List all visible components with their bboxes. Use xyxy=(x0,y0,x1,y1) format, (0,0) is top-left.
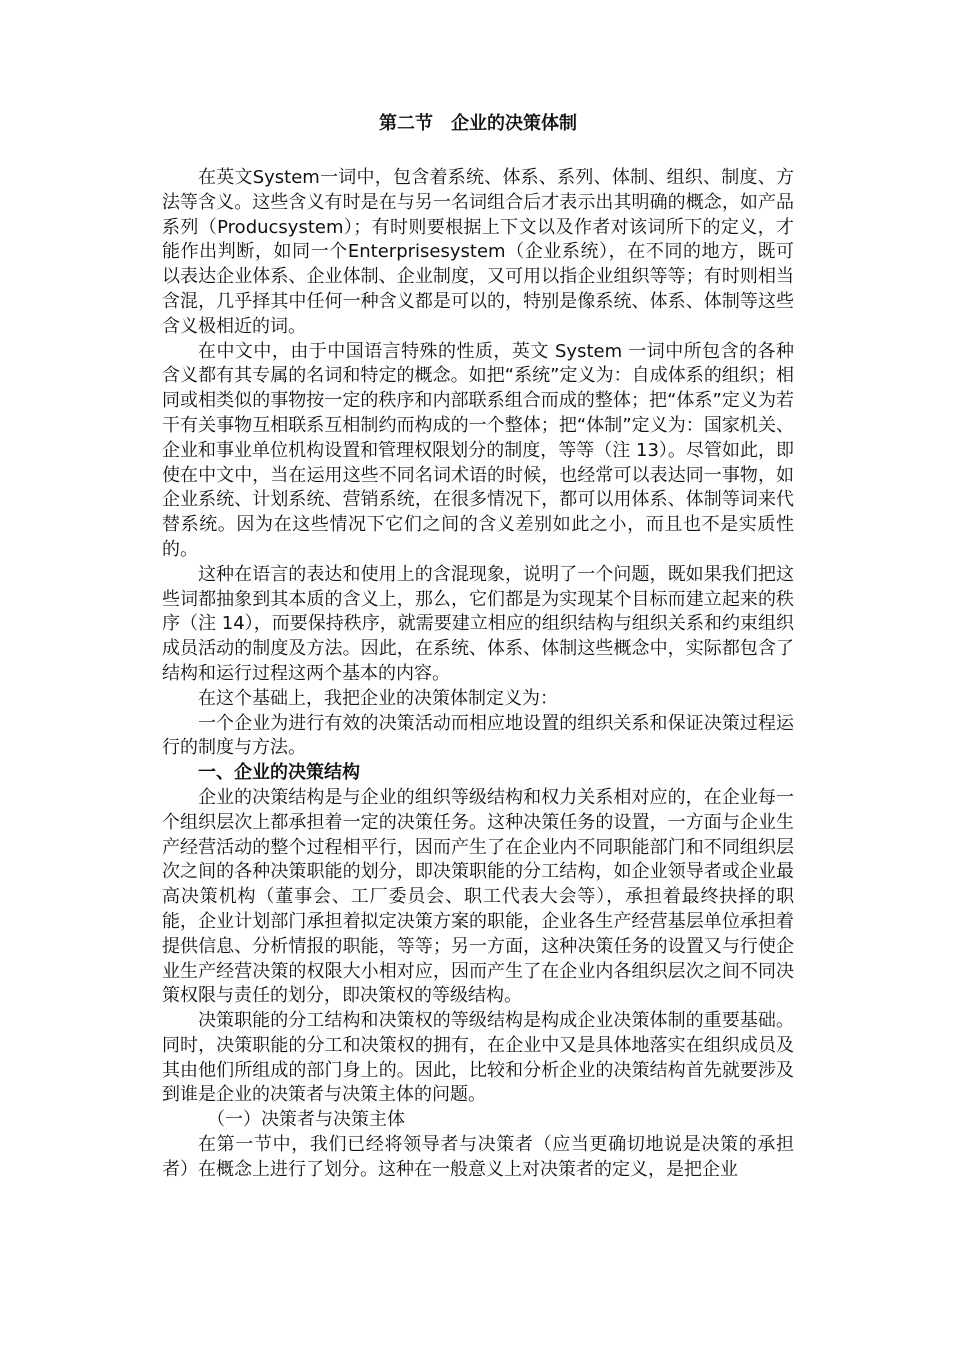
subheading-decision-makers: （一）决策者与决策主体 xyxy=(207,1109,405,1131)
paragraph-chinese-terms: 在中文中，由于中国语言特殊的性质，英文 System 一词中所包含的各种含义都有其专属的名词和特定的概念。如把“系统”定义为：自成体系的组织；相同或相类似的事物按一定的秩序和内部联系组合而成的整体；把“体系”定义为若干有关事物互相联系互相制约而构成的一个整体；把“体制”定义为：国家机关、企业和事业单位机构设置和管理权限划分的制度，等等（注 13）。尽管如此，即使在中文中，当在运用这些不同名词术语的时候，也经常可以表达同一事物，如企业系统、计划系统、营销系统，在很多情况下，都可以用体系、体制等词来代替系统。因为在这些情况下它们之间的含义差别如此之小，而且也不是实质性的。 xyxy=(162,340,794,560)
paragraph-system-meaning: 在英文System一词中，包含着系统、体系、系列、体制、组织、制度、方法等含义。这些含义有时是在与另一名词组合后才表示出其明确的概念，如产品系列（Producsystem）；有时则要根据上下文以及作者对该词所下的定义，才能作出判断，如同一个Enterprisesystem（企业系统），在不同的地方，既可以表达企业体系、企业体制、企业制度，又可用以指企业组织等等；有时则相当含混，几乎择其中任何一种含义都是可以的，特别是像系统、体系、体制等这些含义极相近的词。 xyxy=(162,167,794,337)
paragraph-structure-foundation: 决策职能的分工结构和决策权的等级结构是构成企业决策体制的重要基础。同时，决策职能的分工和决策权的拥有，在企业中又是具体地落实在组织成员及其由他们所组成的部门身上的。因此，比较和分析企业的决策结构首先就要涉及到谁是企业的决策者与决策主体的问题。 xyxy=(162,1010,794,1106)
document-page xyxy=(162,112,794,1183)
paragraph-decision-makers: 在第一节中，我们已经将领导者与决策者（应当更确切地说是决策的承担者）在概念上进行了划分。这种在一般意义上对决策者的定义，是把企业 xyxy=(162,1134,794,1180)
heading-decision-structure: 一、企业的决策结构 xyxy=(198,762,360,784)
paragraph-ambiguity: 这种在语言的表达和使用上的含混现象，说明了一个问题，既如果我们把这些词都抽象到其本质的含义上，那么，它们都是为实现某个目标而建立起来的秩序（注 14），而要保持秩序，就需要建立相应的组织结构与组织关系和约束组织成员活动的制度及方法。因此，在系统、体系、体制这些概念中，实际都包含了结构和运行过程这两个基本的内容。 xyxy=(162,563,794,684)
section-title: 第二节 企业的决策体制 xyxy=(379,113,577,134)
paragraph-definition: 一个企业为进行有效的决策活动而相应地设置的组织关系和保证决策过程运行的制度与方法。 xyxy=(162,712,794,759)
paragraph-definition-intro: 在这个基础上，我把企业的决策体制定义为： xyxy=(198,687,558,709)
paragraph-decision-structure: 企业的决策结构是与企业的组织等级结构和权力关系相对应的，在企业每一个组织层次上都承担着一定的决策任务。这种决策任务的设置，一方面与企业生产经营活动的整个过程相平行，因而产生了在企业内不同职能部门和不同组织层次之间的各种决策职能的划分，即决策职能的分工结构，如企业领导者或企业最高决策机构（董事会、工厂委员会、职工代表大会等），承担着最终抉择的职能，企业计划部门承担着拟定决策方案的职能，企业各生产经营基层单位承担着提供信息、分析情报的职能，等等；另一方面，这种决策任务的设置又与行使企业生产经营决策的权限大小相对应，因而产生了在企业内各组织层次之间不同决策权限与责任的划分，即决策权的等级结构。 xyxy=(162,786,794,1007)
